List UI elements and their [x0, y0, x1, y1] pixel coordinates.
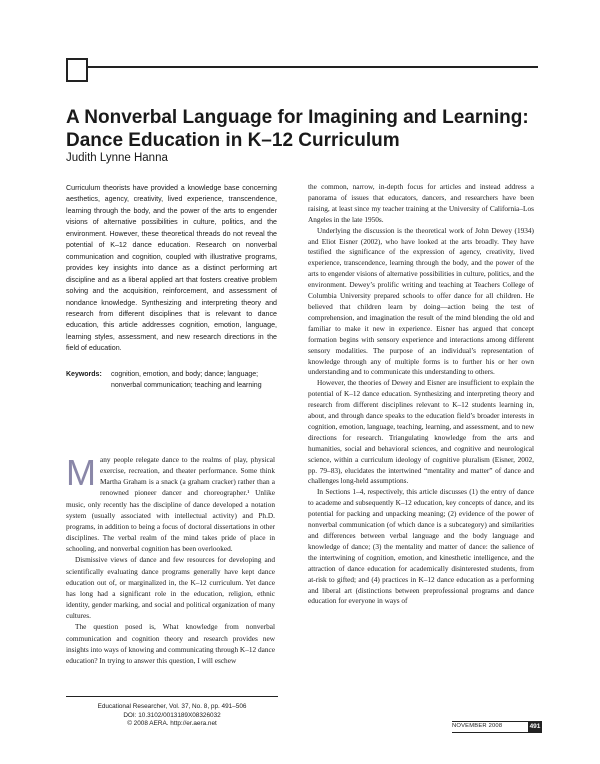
body-paragraph: Dismissive views of dance and few resources for developing and scientifically evaluating dance programs generally have kept dance education out of, or marginalized in, the K–12 curriculum. Yet dance has long had a significant role in the education, religion, ethnic identity, gender marking, and social and political organization of many cultures.: [66, 555, 275, 621]
body-column-left: [66, 454, 275, 666]
paragraph-text: any people relegate dance to the realms of play, physical exercise, recreation, and theater performance. Some think Martha Graham is a snack (a graham cracker) rather than a renowned pioneer dancer and choreographer.¹ Unlike music, only recently has the discipline of dance developed a notation system (usually associated with intellectual activity) and Ph.D. programs, in addition to being a focus of doctoral dissertations in other disciplines. The verbal realm of the mind takes pride of place in schooling, and nonverbal cognition has been overlooked.: [66, 455, 275, 554]
citation-footer: [66, 696, 278, 729]
body-paragraph: [66, 454, 275, 554]
keywords-label: Keywords:: [66, 371, 102, 378]
abstract: Curriculum theorists have provided a knowledge base concerning aesthetics, agency, creativity, lived experience, transcendence, learning through the body, and the power of the arts to engender visions of alternative possibilities in culture, politics, and the environment. However, these theoretical threads do not reveal the potential of K–12 dance education. Research on nonverbal communication and cognition, coupled with illustrative programs, provides key insights into dance as a distinct performing art discipline and as a liberal applied art that fosters creative problem solving and the acquisition, reinforcement, and assessment of nondance knowledge. Synthesizing and interpreting theory and research from different disciplines that is relevant to dance education, this article addresses cognition, emotion, language, learning styles, assessment, and new research directions in the field of education.: [66, 184, 277, 353]
title-line-2: Dance Education in K–12 Curriculum: [66, 130, 400, 151]
body-paragraph: However, the theories of Dewey and Eisner are insufficient to explain the potential of K–12 dance education. Synthesizing and interpreting theory and research from different disciplines relevant to K–12 students learning in, about, and through dance speaks to the education field’s broader interests in cognition, emotion, language, teaching, learning, and assessment, and to new directions for research. Triangulating knowledge from the arts and humanities, social and behavioral sciences, and cognitive and neurological science, within a curriculum ideology of cognitive pluralism (Eisner, 2002, pp. 79–83), elucidates the intertwined “mentality and matter” of dance and challenges long-held assumptions.: [308, 378, 534, 486]
header-ornament-box: [66, 58, 88, 82]
page-number: 491: [528, 721, 542, 733]
keywords-line-2: nonverbal communication; teaching and learning: [111, 382, 262, 389]
drop-cap: M: [66, 452, 96, 493]
article-title: [66, 106, 546, 152]
issue-footer: [452, 721, 542, 733]
issue-date: NOVEMBER 2008: [452, 723, 503, 729]
body-paragraph: the common, narrow, in-depth focus for articles and instead address a panorama of issues that educators, dancers, and researchers have been raising, at least since my teacher training at the University of California–Los Angeles in the late 1950s.: [308, 182, 534, 224]
journal-citation: Educational Researcher, Vol. 37, No. 8, pp. 491–506: [97, 703, 247, 710]
body-paragraph: The question posed is, What knowledge from nonverbal communication and cognition theory and research provides new insights into ways of knowing and communicating through K–12 dance education? In trying to answer this question, I will eschew: [66, 622, 275, 665]
header-rule: [66, 66, 538, 68]
body-paragraph: In Sections 1–4, respectively, this article discusses (1) the entry of dance to academe and subsequently K–12 education, key concepts of dance, and its potential for packing and unpacking meaning; (2) evidence of the power of nonverbal communication (of which dance is a subcategory) and similarities and differences between verbal language and the body language and knowledge of dance; (3) the mentality and matter of dance: the salience of the intertwining of cognition, emotion, and kinesthetic intelligence, and the attraction of dance education for academically disinterested students, from at-risk to gifted; and (4) practices in K–12 dance education as a performing and liberal art (distinctions between preprofessional programs and dance education for everyone in ways of: [308, 487, 534, 606]
author-name: Judith Lynne Hanna: [66, 152, 168, 164]
keywords-line-1: cognition, emotion, and body; dance; language;: [111, 371, 259, 378]
body-column-right: [308, 182, 534, 607]
title-line-1: A Nonverbal Language for Imagining and Learning:: [66, 107, 529, 128]
keywords-list: [111, 369, 281, 391]
body-paragraph: Underlying the discussion is the theoretical work of John Dewey (1934) and Eliot Eisner (2002), who have looked at the arts broadly. They have testified the significance of the expression of agency, creativity, lived experience, transcendence, learning through the body, and the power of the arts to engender visions of alternative possibilities in culture, politics, and the environment. Dewey’s prolific writing and teaching at Teachers College of Columbia University prepared schools to offer dance for all children. He believed that children learn by doing—action being the test of comprehension, and imagination the result of the mind blending the old and familiar to make it new in experience. Eisner has argued that concept formation begins with sensory experience and interactions among different sensory modalities. The purpose of an individual’s representation of knowledge through any of multiple forms is to further his or her own understanding and to communicate this understanding to others.: [308, 225, 534, 377]
copyright: © 2008 AERA. http://er.aera.net: [127, 720, 217, 727]
doi: DOI: 10.3102/0013189X08326032: [123, 711, 221, 719]
